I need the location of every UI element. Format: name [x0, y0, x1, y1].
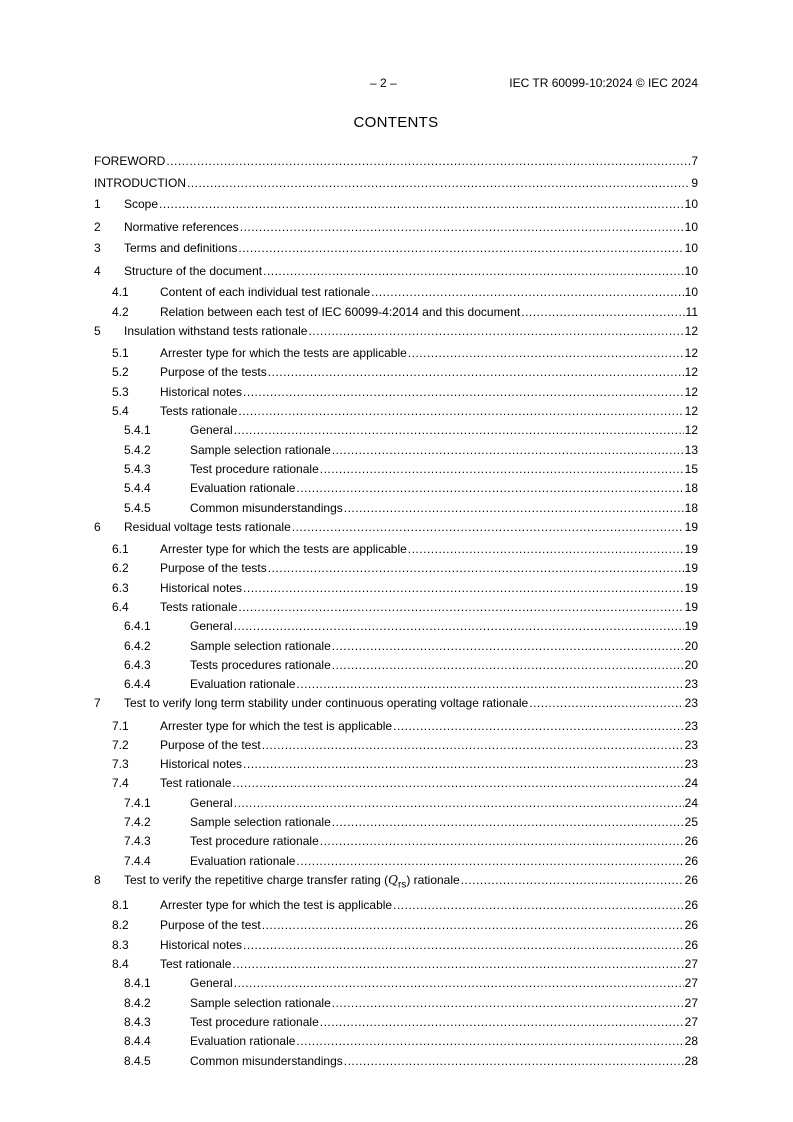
toc-entry-title-suffix: ) rationale [406, 873, 460, 887]
dot-leader [292, 519, 684, 535]
toc-entry-number: 6.4.1 [124, 619, 151, 633]
dot-leader [232, 775, 683, 791]
toc-entry-title: FOREWORD [94, 154, 166, 168]
toc-entry[interactable] [94, 284, 698, 300]
toc-entry-title: Structure of the document [124, 264, 263, 278]
toc-entry-title-text: Test to verify the repetitive charge transfer rating ( [124, 873, 389, 887]
toc-entry-title: Insulation withstand tests rationale [124, 324, 308, 338]
toc-entry-title: Historical notes [160, 938, 243, 952]
toc-entry-page: 24 [684, 796, 698, 810]
dot-leader [332, 638, 684, 654]
toc-entry[interactable] [94, 263, 698, 279]
toc-entry-page: 19 [684, 581, 698, 595]
toc-entry-number: 6.4.3 [124, 658, 151, 672]
toc-entry-title: Arrester type for which the test is applicable [160, 719, 393, 733]
toc-entry-page: 20 [684, 658, 698, 672]
toc-entry-title: Evaluation rationale [190, 854, 296, 868]
toc-entry-page: 19 [684, 520, 698, 534]
toc-entry-title: Common misunderstandings [190, 501, 343, 515]
toc-entry-page: 23 [684, 696, 698, 710]
dot-leader [238, 599, 683, 615]
dot-leader [308, 323, 683, 339]
toc-entry-number: 8 [94, 873, 101, 887]
toc-entry-page: 26 [684, 918, 698, 932]
toc-entry-page: 23 [684, 719, 698, 733]
charge-symbol: Q [388, 873, 398, 887]
toc-entry-number: 6.1 [112, 542, 129, 556]
toc-entry-number: 5.4.2 [124, 443, 151, 457]
toc-entry[interactable] [94, 519, 698, 535]
toc-entry-number: 4.2 [112, 305, 129, 319]
dot-leader [234, 618, 684, 634]
page-number: – 2 – [370, 76, 397, 90]
dot-leader [320, 833, 684, 849]
toc-entry-title: Purpose of the tests [160, 561, 267, 575]
toc-entry[interactable] [94, 153, 698, 169]
dot-leader [332, 657, 684, 673]
toc-entry-page: 27 [684, 996, 698, 1010]
dot-leader [320, 1014, 684, 1030]
toc-entry-number: 8.4.5 [124, 1054, 151, 1068]
toc-entry-page: 27 [684, 1015, 698, 1029]
toc-entry-page: 9 [691, 176, 698, 190]
toc-entry-title: Test procedure rationale [190, 834, 319, 848]
toc-entry-number: 4.1 [112, 285, 129, 299]
toc-entry[interactable] [94, 638, 698, 654]
toc-entry-number: 7.4.1 [124, 796, 151, 810]
dot-leader [332, 995, 684, 1011]
toc-entry-number: 5.2 [112, 365, 129, 379]
toc-entry-number: 8.4.3 [124, 1015, 151, 1029]
dot-leader [166, 153, 690, 169]
toc-entry-title: Purpose of the test [160, 918, 261, 932]
dot-leader [408, 345, 684, 361]
toc-entry[interactable] [94, 956, 698, 972]
toc-entry-page: 7 [691, 154, 698, 168]
toc-entry-title: Historical notes [160, 757, 243, 771]
dot-leader [393, 718, 684, 734]
dot-leader [262, 737, 684, 753]
toc-entry[interactable] [94, 580, 698, 596]
toc-entry[interactable] [94, 403, 698, 419]
dot-leader [296, 1033, 683, 1049]
toc-entry-title: Sample selection rationale [190, 639, 331, 653]
toc-entry-title: Tests rationale [160, 404, 238, 418]
toc-entry-page: 26 [684, 854, 698, 868]
dot-leader [296, 480, 683, 496]
toc-entry-title: Evaluation rationale [190, 677, 296, 691]
dot-leader [268, 560, 684, 576]
toc-entry[interactable] [94, 304, 698, 320]
toc-entry-number: 7.1 [112, 719, 129, 733]
dot-leader [240, 219, 684, 235]
toc-entry[interactable] [94, 461, 698, 477]
toc-entry-page: 27 [684, 957, 698, 971]
toc-entry[interactable] [94, 657, 698, 673]
toc-entry-title: Historical notes [160, 581, 243, 595]
toc-entry-page: 10 [684, 264, 698, 278]
toc-entry-number: 8.4.1 [124, 976, 151, 990]
toc-entry-page: 11 [685, 305, 698, 319]
dot-leader [268, 364, 684, 380]
toc-entry-title: Purpose of the tests [160, 365, 267, 379]
dot-leader [232, 956, 683, 972]
toc-entry-page: 19 [684, 561, 698, 575]
dot-leader [243, 756, 684, 772]
dot-leader [243, 580, 684, 596]
toc-entry-number: 3 [94, 241, 101, 255]
toc-entry[interactable] [94, 175, 698, 191]
document-code: IEC TR 60099-10:2024 © IEC 2024 [509, 76, 698, 90]
toc-entry[interactable] [94, 500, 698, 516]
toc-entry[interactable] [94, 814, 698, 830]
toc-entry[interactable] [94, 897, 698, 913]
toc-entry-title: Evaluation rationale [190, 481, 296, 495]
dot-leader [159, 196, 684, 212]
toc-entry-page: 26 [684, 938, 698, 952]
toc-entry-number: 4 [94, 264, 101, 278]
toc-entry-title: Tests rationale [160, 600, 238, 614]
toc-entry-title: INTRODUCTION [94, 176, 186, 190]
dot-leader [238, 403, 683, 419]
toc-entry-number: 6.4.2 [124, 639, 151, 653]
toc-entry-page: 10 [684, 241, 698, 255]
toc-entry[interactable] [94, 872, 698, 891]
dot-leader [296, 676, 683, 692]
toc-entry-title: Test procedure rationale [190, 1015, 319, 1029]
page-header [94, 76, 698, 92]
dot-leader [238, 240, 683, 256]
toc-entry[interactable] [94, 1053, 698, 1069]
toc-entry-title: Sample selection rationale [190, 443, 331, 457]
dot-leader [243, 384, 684, 400]
toc-entry-number: 5.4.3 [124, 462, 151, 476]
toc-entry-page: 26 [684, 898, 698, 912]
toc-entry[interactable] [94, 618, 698, 634]
toc-entry-number: 5.4.4 [124, 481, 151, 495]
toc-entry-page: 10 [684, 220, 698, 234]
toc-entry-page: 26 [684, 873, 698, 887]
toc-entry[interactable] [94, 541, 698, 557]
toc-entry-title: Tests procedures rationale [190, 658, 331, 672]
dot-leader [371, 284, 684, 300]
toc-entry-number: 5.4.5 [124, 501, 151, 515]
toc-entry-title: General [190, 796, 233, 810]
toc-entry[interactable] [94, 219, 698, 235]
toc-entry-number: 6.4.4 [124, 677, 151, 691]
toc-entry-number: 5.4 [112, 404, 129, 418]
toc-entry-number: 5.4.1 [124, 423, 151, 437]
toc-entry[interactable] [94, 1014, 698, 1030]
toc-entry-title: Test procedure rationale [190, 462, 319, 476]
toc-entry[interactable] [94, 695, 698, 711]
toc-entry-number: 5.3 [112, 385, 129, 399]
toc-entry-title: Residual voltage tests rationale [124, 520, 291, 534]
dot-leader [521, 304, 684, 320]
toc-entry-page: 15 [684, 462, 698, 476]
dot-leader [234, 422, 684, 438]
toc-entry-page: 12 [684, 404, 698, 418]
toc-entry-page: 20 [684, 639, 698, 653]
toc-entry-page: 18 [684, 481, 698, 495]
toc-entry-title: Test to verify long term stability under continuous operating voltage rationale [124, 696, 529, 710]
toc-entry-number: 6 [94, 520, 101, 534]
toc-entry[interactable] [94, 737, 698, 753]
toc-entry[interactable] [94, 975, 698, 991]
toc-entry-page: 12 [684, 385, 698, 399]
toc-entry[interactable] [94, 196, 698, 212]
toc-entry-number: 7 [94, 696, 101, 710]
toc-entry-number: 7.2 [112, 738, 129, 752]
toc-entry-page: 27 [684, 976, 698, 990]
dot-leader [243, 937, 684, 953]
toc-entry-number: 5 [94, 324, 101, 338]
toc-entry[interactable] [94, 345, 698, 361]
toc-entry-page: 12 [684, 324, 698, 338]
toc-entry[interactable] [94, 240, 698, 256]
toc-entry[interactable] [94, 718, 698, 734]
toc-entry-number: 8.3 [112, 938, 129, 952]
dot-leader [332, 814, 684, 830]
toc-entry[interactable] [94, 1033, 698, 1049]
dot-leader [320, 461, 684, 477]
toc-entry[interactable] [94, 599, 698, 615]
toc-entry-title: General [190, 423, 233, 437]
toc-entry-title: Test rationale [160, 776, 232, 790]
toc-entry-title: Sample selection rationale [190, 996, 331, 1010]
toc-entry-number: 7.4 [112, 776, 129, 790]
toc-entry-title: Sample selection rationale [190, 815, 331, 829]
toc-entry-page: 23 [684, 677, 698, 691]
toc-entry-title: General [190, 619, 233, 633]
toc-entry-number: 8.1 [112, 898, 129, 912]
toc-entry-number: 1 [94, 197, 101, 211]
dot-leader [332, 442, 684, 458]
toc-entry[interactable] [94, 384, 698, 400]
toc-entry-title: Arrester type for which the tests are applicable [160, 542, 407, 556]
toc-entry-page: 12 [684, 423, 698, 437]
toc-entry-number: 8.4.2 [124, 996, 151, 1010]
toc-entry-title: Purpose of the test [160, 738, 261, 752]
toc-entry-number: 2 [94, 220, 101, 234]
toc-entry[interactable] [94, 937, 698, 953]
toc-entry-number: 8.2 [112, 918, 129, 932]
toc-entry[interactable] [94, 756, 698, 772]
dot-leader [263, 263, 684, 279]
toc-entry-number: 5.1 [112, 346, 129, 360]
toc-entry-number: 8.4 [112, 957, 129, 971]
toc-entry-page: 18 [684, 501, 698, 515]
toc-entry[interactable] [94, 480, 698, 496]
contents-title: CONTENTS [353, 114, 439, 131]
toc-entry-page: 12 [684, 346, 698, 360]
toc-entry-title: Evaluation rationale [190, 1034, 296, 1048]
dot-leader [408, 541, 684, 557]
toc-entry[interactable] [94, 917, 698, 933]
toc-entry[interactable] [94, 833, 698, 849]
toc-entry-number: 7.4.3 [124, 834, 151, 848]
toc-entry-number: 6.2 [112, 561, 129, 575]
toc-entry[interactable] [94, 560, 698, 576]
toc-entry-number: 8.4.4 [124, 1034, 151, 1048]
toc-entry-title: Terms and definitions [124, 241, 238, 255]
toc-entry-number: 7.3 [112, 757, 129, 771]
dot-leader [187, 175, 690, 191]
toc-entry-title: Test rationale [160, 957, 232, 971]
dot-leader [344, 500, 684, 516]
toc-entry-page: 26 [684, 834, 698, 848]
toc-entry-page: 19 [684, 600, 698, 614]
toc-entry[interactable] [94, 442, 698, 458]
dot-leader [393, 897, 684, 913]
toc-entry-page: 23 [684, 757, 698, 771]
toc-entry-page: 10 [684, 285, 698, 299]
toc-entry-page: 10 [684, 197, 698, 211]
toc-entry[interactable] [94, 676, 698, 692]
toc-entry-page: 13 [684, 443, 698, 457]
dot-leader [234, 975, 684, 991]
toc-entry[interactable] [94, 853, 698, 869]
toc-entry-title: Historical notes [160, 385, 243, 399]
dot-leader [234, 795, 684, 811]
toc-entry[interactable] [94, 422, 698, 438]
toc-entry[interactable] [94, 995, 698, 1011]
toc-entry-number: 7.4.2 [124, 815, 151, 829]
toc-entry-title: Arrester type for which the test is applicable [160, 898, 393, 912]
toc-entry-title: Arrester type for which the tests are applicable [160, 346, 407, 360]
toc-entry-page: 19 [684, 542, 698, 556]
toc-entry-title: Relation between each test of IEC 60099-4:2014 and this document [160, 305, 521, 319]
toc-entry-title: Content of each individual test rationale [160, 285, 371, 299]
toc-entry-page: 19 [684, 619, 698, 633]
toc-entry[interactable] [94, 364, 698, 380]
toc-entry-number: 6.3 [112, 581, 129, 595]
toc-entry-page: 28 [684, 1054, 698, 1068]
toc-entry-page: 12 [684, 365, 698, 379]
charge-symbol-subscript: rs [397, 879, 407, 891]
dot-leader [344, 1053, 684, 1069]
toc-entry-title: Scope [124, 197, 159, 211]
dot-leader [529, 695, 683, 711]
toc-entry-title: Normative references [124, 220, 239, 234]
toc-entry-page: 28 [684, 1034, 698, 1048]
toc-entry-number: 7.4.4 [124, 854, 151, 868]
dot-leader [262, 917, 684, 933]
dot-leader [296, 853, 683, 869]
toc-entry-title: Common misunderstandings [190, 1054, 343, 1068]
toc-entry-number: 6.4 [112, 600, 129, 614]
toc-entry[interactable] [94, 775, 698, 791]
toc-entry-title [124, 872, 460, 893]
toc-entry-title: General [190, 976, 233, 990]
toc-entry-page: 24 [684, 776, 698, 790]
dot-leader [461, 872, 684, 888]
toc-entry-page: 25 [684, 815, 698, 829]
toc-entry-page: 23 [684, 738, 698, 752]
toc-entry[interactable] [94, 795, 698, 811]
toc-entry[interactable] [94, 323, 698, 339]
